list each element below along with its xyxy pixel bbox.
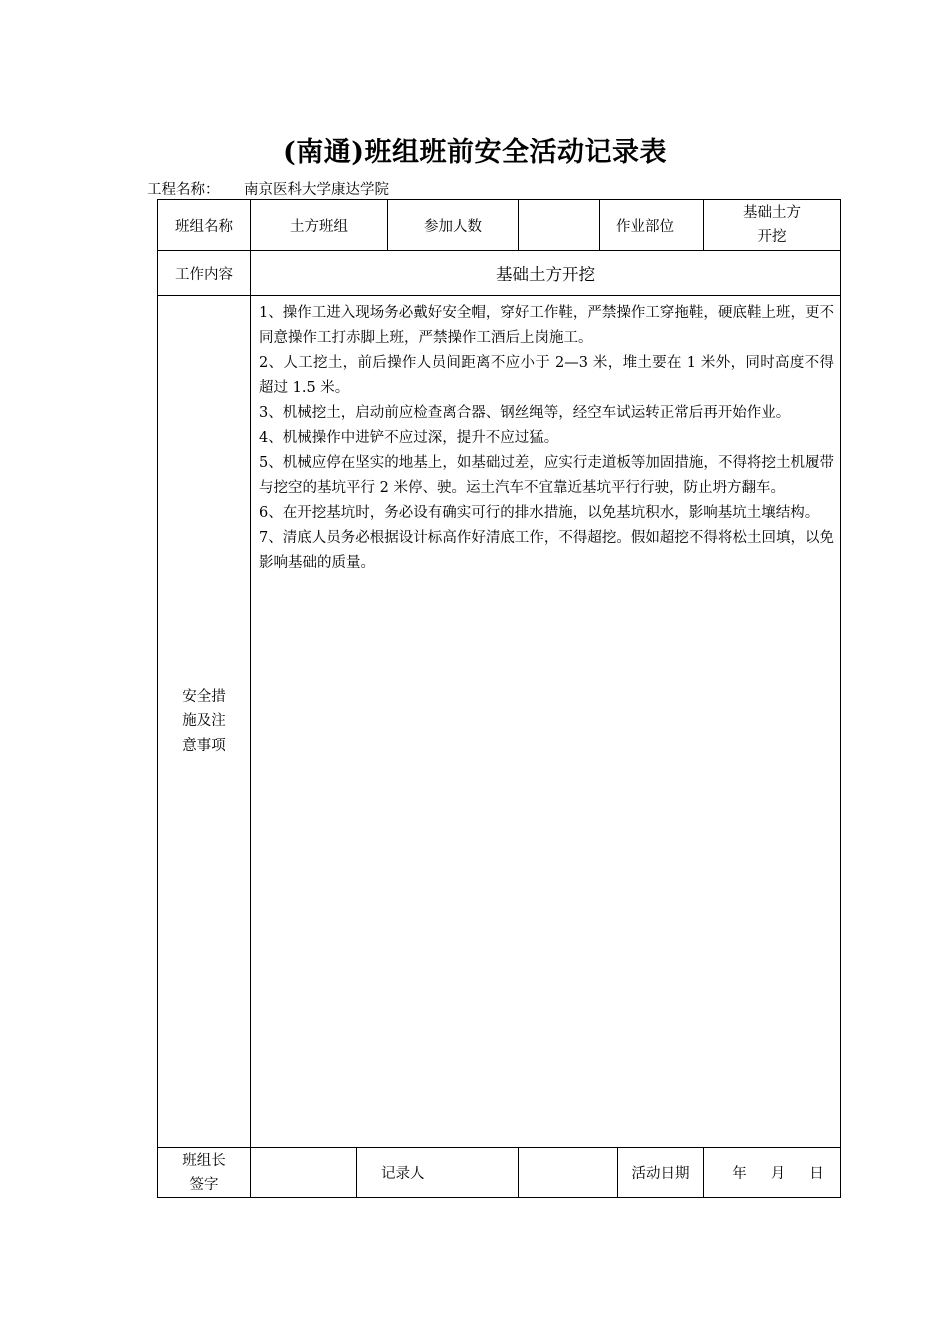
measure-item: 3、机械挖土，启动前应检查离合器、钢丝绳等，经空车试运转正常后再开始作业。 — [259, 405, 791, 421]
activity-date-label: 活动日期 — [618, 1148, 704, 1198]
recorder-value[interactable] — [519, 1148, 618, 1198]
work-location-value — [704, 200, 841, 251]
work-content-row — [158, 251, 841, 296]
measure-item: 7、清底人员务必根据设计标高作好清底工作，不得超挖。假如超挖不得将松土回填，以免影响基础的质量。 — [259, 530, 834, 571]
work-content-label: 工作内容 — [158, 251, 251, 296]
safety-label-line1: 安全措 — [182, 688, 226, 705]
measure-item: 5、机械应停在坚实的地基上，如基础过差，应实行走道板等加固措施，不得将挖土机履带与挖空的基坑平行 2 米停、驶。运土汽车不宜靠近基坑平行行驶，防止坍方翻车。 — [259, 455, 834, 496]
safety-label-line2: 施及注 — [182, 713, 226, 730]
safety-label-line3: 意事项 — [182, 737, 226, 754]
safety-measures-row — [158, 296, 841, 1148]
team-name-label: 班组名称 — [158, 200, 251, 251]
measure-item: 1、操作工进入现场务必戴好安全帽，穿好工作鞋，严禁操作工穿拖鞋，硬底鞋上班，更不同意操作工打赤脚上班，严禁操作工酒后上岗施工。 — [259, 305, 834, 346]
measure-item: 4、机械操作中进铲不应过深，提升不应过猛。 — [259, 430, 559, 446]
team-leader-signature[interactable] — [251, 1148, 357, 1198]
date-day: 日 — [809, 1166, 824, 1182]
project-line — [147, 178, 389, 199]
date-year: 年 — [732, 1166, 747, 1182]
work-location-line2: 开挖 — [757, 229, 787, 245]
participants-label: 参加人数 — [388, 200, 519, 251]
measure-item: 6、在开挖基坑时，务必设有确实可行的排水措施，以免基坑积水，影响基坑土壤结构。 — [259, 505, 820, 521]
team-leader-label-line2: 签字 — [189, 1176, 219, 1193]
safety-measures-content — [251, 296, 841, 1148]
recorder-label: 记录人 — [357, 1148, 519, 1198]
safety-record-table — [157, 199, 841, 1198]
signature-row — [158, 1148, 841, 1198]
project-label: 工程名称： — [147, 182, 220, 198]
header-row — [158, 200, 841, 251]
measure-item: 2、人工挖土，前后操作人员间距离不应小于 2—3 米，堆土要在 1 米外，同时高度不得超过 1.5 米。 — [259, 355, 834, 396]
team-leader-label-line1: 班组长 — [182, 1152, 226, 1169]
team-leader-label — [158, 1148, 251, 1198]
project-name: 南京医科大学康达学院 — [244, 182, 389, 198]
activity-date-value[interactable] — [704, 1148, 841, 1198]
date-month: 月 — [770, 1166, 786, 1182]
work-location-line1: 基础土方 — [743, 205, 801, 221]
work-location-label: 作业部位 — [600, 200, 704, 251]
participants-value[interactable] — [519, 200, 600, 251]
safety-measures-label — [158, 296, 251, 1148]
document-title: (南通)班组班前安全活动记录表 — [282, 137, 668, 168]
team-name-value: 土方班组 — [251, 200, 388, 251]
work-content-value: 基础土方开挖 — [251, 251, 841, 296]
